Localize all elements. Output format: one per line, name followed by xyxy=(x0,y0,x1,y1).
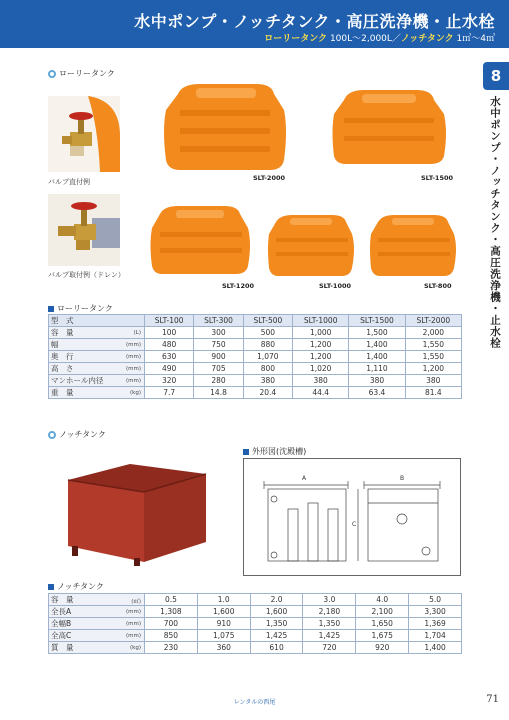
table-row xyxy=(49,594,462,606)
table-cell: 1,400 xyxy=(349,339,405,351)
diagram-label-b: B xyxy=(400,475,405,482)
table-row xyxy=(49,642,462,654)
notch-diagram-title: 外形図(沈殿槽) xyxy=(252,447,307,456)
rolly-table-label xyxy=(48,303,113,314)
table-cell: 480 xyxy=(145,339,194,351)
model-label-slt-2000: SLT-2000 xyxy=(253,174,286,182)
table-cell: 3,300 xyxy=(409,606,462,618)
valve-direct-caption: バルブ直付例 xyxy=(48,178,90,186)
table-header-cell: SLT-500 xyxy=(243,315,292,327)
row-label-text: 容 量 xyxy=(51,328,74,337)
table-cell: 1,675 xyxy=(356,630,409,642)
valve-drain-caption: バルブ取付例（ドレン） xyxy=(48,271,125,279)
diagram-label-a: A xyxy=(302,475,307,482)
table-cell: 1.0 xyxy=(197,594,250,606)
page-title: 水中ポンプ・ノッチタンク・高圧洗浄機・止水栓 xyxy=(134,12,495,31)
table-row xyxy=(49,387,462,399)
row-unit: (kg) xyxy=(130,645,141,651)
row-label xyxy=(49,363,145,375)
table-cell: 380 xyxy=(243,375,292,387)
table-cell: 380 xyxy=(349,375,405,387)
rolly-section-label xyxy=(48,68,115,79)
table-cell: 81.4 xyxy=(405,387,461,399)
table-cell: 700 xyxy=(145,618,198,630)
tank-slt-800-image xyxy=(368,212,460,280)
model-label-slt-1000: SLT-1000 xyxy=(319,282,352,290)
tank-slt-1200-image xyxy=(148,202,254,278)
table-row xyxy=(49,630,462,642)
table-cell: 2,100 xyxy=(356,606,409,618)
table-cell: 1,550 xyxy=(405,339,461,351)
table-cell: 1,020 xyxy=(293,363,349,375)
table-cell: 1,369 xyxy=(409,618,462,630)
square-bullet-icon xyxy=(48,306,54,312)
table-header-cell: SLT-2000 xyxy=(405,315,461,327)
table-row xyxy=(49,339,462,351)
table-cell: 300 xyxy=(194,327,243,339)
table-cell: 720 xyxy=(303,642,356,654)
table-cell: 44.4 xyxy=(293,387,349,399)
table-header-row xyxy=(49,315,462,327)
row-label xyxy=(49,327,145,339)
subtitle-rolly-label: ローリータンク xyxy=(264,34,328,44)
diagram-label-c: C xyxy=(352,521,357,528)
notch-spec-table xyxy=(48,593,462,654)
row-unit: (mm) xyxy=(125,366,141,372)
table-cell: 1,075 xyxy=(197,630,250,642)
table-cell: 380 xyxy=(405,375,461,387)
table-header-cell: SLT-100 xyxy=(145,315,194,327)
notch-table-label xyxy=(48,581,104,592)
table-row xyxy=(49,351,462,363)
table-cell: 280 xyxy=(194,375,243,387)
table-row xyxy=(49,375,462,387)
table-cell: 910 xyxy=(197,618,250,630)
table-cell: 705 xyxy=(194,363,243,375)
table-cell: 850 xyxy=(145,630,198,642)
row-unit: (mm) xyxy=(125,378,141,384)
row-label xyxy=(49,618,145,630)
table-cell: 610 xyxy=(250,642,303,654)
chapter-side-text: 水中ポンプ・ノッチタンク・高圧洗浄機・止水栓 xyxy=(489,96,501,349)
row-label-text: 高 さ xyxy=(51,364,74,373)
model-label-slt-800: SLT-800 xyxy=(424,282,452,290)
table-cell: 1,425 xyxy=(250,630,303,642)
square-bullet-icon xyxy=(48,584,54,590)
row-label-text: マンホール内径 xyxy=(51,376,104,385)
row-label xyxy=(49,606,145,618)
table-cell: 490 xyxy=(145,363,194,375)
table-cell: 1,550 xyxy=(405,351,461,363)
rolly-table-title: ローリータンク xyxy=(57,304,113,313)
footer-brand: レンタルの西尾 xyxy=(233,699,276,706)
table-cell: 320 xyxy=(145,375,194,387)
model-label-slt-1500: SLT-1500 xyxy=(421,174,454,182)
table-cell: 0.5 xyxy=(145,594,198,606)
table-cell: 230 xyxy=(145,642,198,654)
table-cell: 63.4 xyxy=(349,387,405,399)
model-label-slt-1200: SLT-1200 xyxy=(222,282,255,290)
table-cell: 1,425 xyxy=(303,630,356,642)
notch-section-title: ノッチタンク xyxy=(59,430,106,439)
table-cell: 1,600 xyxy=(250,606,303,618)
tank-slt-2000-image xyxy=(160,80,290,176)
table-cell: 2.0 xyxy=(250,594,303,606)
table-cell: 750 xyxy=(194,339,243,351)
table-cell: 1,350 xyxy=(303,618,356,630)
table-cell: 1,200 xyxy=(293,339,349,351)
row-label-text: 質 量 xyxy=(51,643,74,652)
notch-table-title: ノッチタンク xyxy=(57,582,104,591)
table-row xyxy=(49,618,462,630)
notch-outline-diagram xyxy=(243,458,461,576)
ring-bullet-icon xyxy=(48,70,56,78)
row-unit: (㎥) xyxy=(131,599,141,605)
table-cell: 4.0 xyxy=(356,594,409,606)
outline-drawing xyxy=(244,459,460,575)
table-cell: 1,704 xyxy=(409,630,462,642)
table-cell: 2,180 xyxy=(303,606,356,618)
ring-bullet-icon xyxy=(48,431,56,439)
row-unit: (L) xyxy=(133,330,141,336)
chapter-tab: 8 xyxy=(483,62,509,90)
table-cell: 900 xyxy=(194,351,243,363)
table-header-cell: SLT-1500 xyxy=(349,315,405,327)
table-cell: 920 xyxy=(356,642,409,654)
table-row xyxy=(49,327,462,339)
row-label-text: 重 量 xyxy=(51,388,74,397)
row-label-text: 全高C xyxy=(51,631,72,640)
notch-diagram-label xyxy=(243,446,306,457)
table-cell: 630 xyxy=(145,351,194,363)
table-cell: 2,000 xyxy=(405,327,461,339)
table-header-cell: SLT-1000 xyxy=(293,315,349,327)
row-label xyxy=(49,630,145,642)
table-cell: 880 xyxy=(243,339,292,351)
row-label-text: 全幅B xyxy=(51,619,72,628)
tank-slt-1500-image xyxy=(330,86,450,168)
table-header-cell: SLT-300 xyxy=(194,315,243,327)
table-cell: 1,500 xyxy=(349,327,405,339)
row-unit: (kg) xyxy=(130,390,141,396)
table-cell: 800 xyxy=(243,363,292,375)
row-label xyxy=(49,339,145,351)
rolly-spec-table xyxy=(48,314,462,399)
table-cell: 1,070 xyxy=(243,351,292,363)
square-bullet-icon xyxy=(243,449,249,455)
table-cell: 1,600 xyxy=(197,606,250,618)
subtitle-rolly-range: 100L～2,000L／ xyxy=(329,34,401,44)
rolly-section-title: ローリータンク xyxy=(59,69,115,78)
table-cell: 7.7 xyxy=(145,387,194,399)
page-subtitle xyxy=(264,31,495,44)
row-unit: (mm) xyxy=(125,621,141,627)
valve-drain-image xyxy=(48,194,120,266)
row-unit: (mm) xyxy=(125,342,141,348)
subtitle-notch-label: ノッチタンク xyxy=(400,34,454,44)
table-cell: 14.8 xyxy=(194,387,243,399)
row-label xyxy=(49,387,145,399)
table-cell: 1,000 xyxy=(293,327,349,339)
table-cell: 1,308 xyxy=(145,606,198,618)
table-cell: 360 xyxy=(197,642,250,654)
row-unit: (mm) xyxy=(125,633,141,639)
table-cell: 1,200 xyxy=(405,363,461,375)
valve-direct-photo xyxy=(48,96,120,172)
table-cell: 1,400 xyxy=(409,642,462,654)
row-label-text: 容 量 xyxy=(51,595,74,604)
row-label xyxy=(49,594,145,606)
table-cell: 5.0 xyxy=(409,594,462,606)
table-cell: 1,350 xyxy=(250,618,303,630)
table-cell: 1,200 xyxy=(293,351,349,363)
table-cell: 1,400 xyxy=(349,351,405,363)
table-cell: 1,110 xyxy=(349,363,405,375)
notch-section-label xyxy=(48,429,106,440)
table-row xyxy=(49,606,462,618)
table-cell: 500 xyxy=(243,327,292,339)
row-label-text: 奥 行 xyxy=(51,352,74,361)
table-header-label: 型 式 xyxy=(49,315,145,327)
page-number: 71 xyxy=(486,694,499,705)
row-unit: (mm) xyxy=(125,609,141,615)
tank-slt-1000-image xyxy=(266,212,358,280)
subtitle-notch-range: 1㎥～4㎥ xyxy=(456,34,495,44)
row-label-text: 全長A xyxy=(51,607,72,616)
row-label-text: 幅 xyxy=(51,340,59,349)
valve-drain-photo xyxy=(48,194,120,266)
table-cell: 100 xyxy=(145,327,194,339)
table-row xyxy=(49,363,462,375)
notch-tank-image xyxy=(60,458,210,568)
table-cell: 380 xyxy=(293,375,349,387)
page-header xyxy=(0,0,509,48)
row-unit: (mm) xyxy=(125,354,141,360)
row-label xyxy=(49,375,145,387)
table-cell: 20.4 xyxy=(243,387,292,399)
table-cell: 1,650 xyxy=(356,618,409,630)
table-cell: 3.0 xyxy=(303,594,356,606)
valve-direct-image xyxy=(48,96,120,172)
row-label xyxy=(49,351,145,363)
row-label xyxy=(49,642,145,654)
